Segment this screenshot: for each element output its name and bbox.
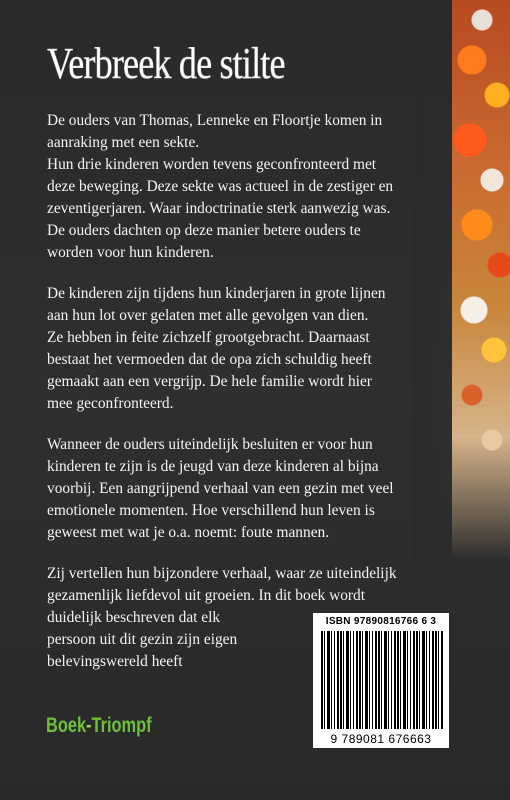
text-line: mee geconfronteerd. xyxy=(47,395,174,412)
paragraph-2 xyxy=(47,283,467,415)
logo-part-2: Triompf xyxy=(91,714,152,737)
publisher-logo xyxy=(46,714,152,738)
blurb-text xyxy=(47,110,467,692)
text-line: aanraking met een sekte. xyxy=(47,134,200,151)
text-line: bestaat het vermoeden dat de opa zich schuldig heeft xyxy=(47,351,372,368)
text-line: Hun drie kinderen worden tevens geconfronteerd met xyxy=(47,156,377,173)
text-line: Ze hebben in feite zichzelf grootgebracht. Daarnaast xyxy=(47,329,370,346)
text-line: gezamenlijk liefdevol uit groeien. In dit boek wordt xyxy=(47,587,365,604)
barcode-number: 9 789081 676663 xyxy=(313,732,449,746)
text-line: De ouders dachten op deze manier betere ouders te xyxy=(47,222,361,239)
text-line: deze beweging. Deze sekte was actueel in de zestiger en xyxy=(47,178,394,195)
logo-hyphen: - xyxy=(86,714,92,737)
text-line: worden voor hun kinderen. xyxy=(47,244,214,261)
text-line: duidelijk beschreven dat elk xyxy=(47,609,221,626)
text-line: geweest met wat je o.a. noemt: foute mannen. xyxy=(47,524,330,541)
text-line: kinderen te zijn is de jeugd van deze kinderen al bijna xyxy=(47,458,379,475)
text-line: Zij vertellen hun bijzondere verhaal, waar ze uiteindelijk xyxy=(47,565,397,582)
book-title: Verbreek de stilte xyxy=(47,39,285,88)
text-line: belevingswereld heeft xyxy=(47,653,183,670)
isbn-barcode xyxy=(313,613,449,748)
paragraph-1 xyxy=(47,110,467,264)
text-line: emotionele momenten. Hoe verschillend hun leven is xyxy=(47,502,375,519)
text-line: Wanneer de ouders uiteindelijk besluiten er voor hun xyxy=(47,436,373,453)
logo-part-1: Boek xyxy=(46,714,87,737)
text-line: zeventigerjaren. Waar indoctrinatie sterk aanwezig was. xyxy=(47,200,391,217)
text-line: aan hun lot over gelaten met alle gevolgen van dien. xyxy=(47,307,369,324)
barcode-bars xyxy=(321,631,443,729)
text-line: gemaakt aan een vergrijp. De hele familie wordt hier xyxy=(47,373,372,390)
isbn-label: ISBN 97890816766 6 3 xyxy=(325,616,437,627)
text-line: De ouders van Thomas, Lenneke en Floortje komen in xyxy=(47,112,383,129)
text-line: persoon uit dit gezin zijn eigen xyxy=(47,631,238,648)
text-line: De kinderen zijn tijdens hun kinderjaren in grote lijnen xyxy=(47,285,386,302)
text-line: voorbij. Een aangrijpend verhaal van een gezin met veel xyxy=(47,480,394,497)
paragraph-3 xyxy=(47,434,467,544)
